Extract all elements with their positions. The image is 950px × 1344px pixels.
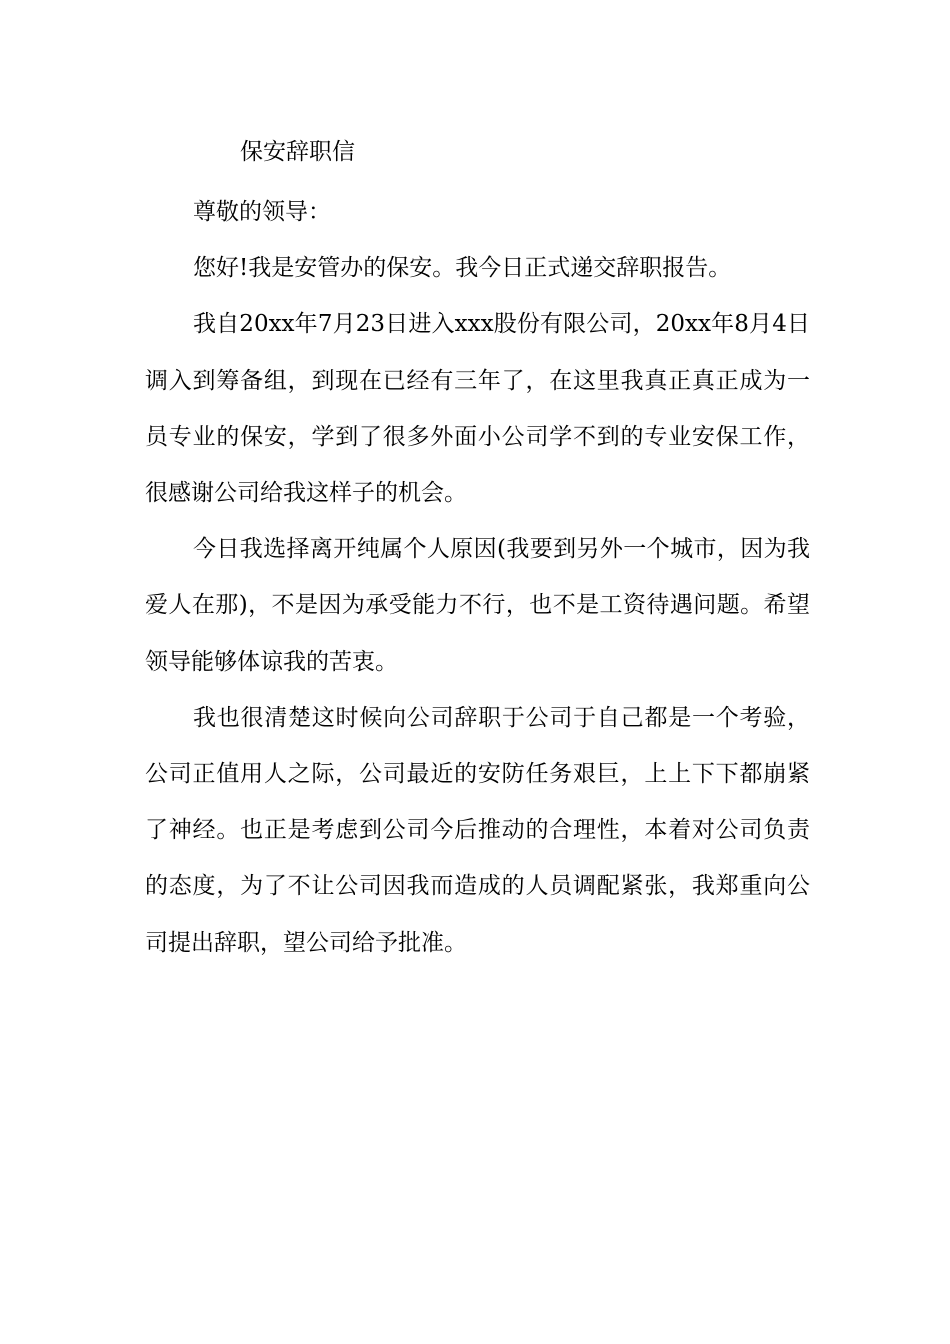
paragraph-greeting: 您好!我是安管办的保安。我今日正式递交辞职报告。	[193, 255, 732, 282]
paragraph-reason: 今日我选择离开纯属个人原因(我要到另外一个城市，因为我爱人在那)，不是因为承受能力不行，也不是工资待遇问题。希望领导能够体谅我的苦衷。	[145, 536, 810, 675]
paragraph-background: 我自20xx年7月23日进入xxx股份有限公司，20xx年8月4日调入到筹备组，到现在已经有三年了，在这里我真正真正成为一员专业的保安，学到了很多外面小公司学不到的专业安保工作，很感谢公司给我这样子的机会。	[145, 311, 810, 507]
document-title: 保安辞职信	[240, 139, 355, 165]
salutation: 尊敬的领导：	[193, 199, 331, 225]
paragraph-request: 我也很清楚这时候向公司辞职于公司于自己都是一个考验，公司正值用人之际，公司最近的安防任务艰巨，上上下下都崩紧了神经。也正是考虑到公司今后推动的合理性，本着对公司负责的态度，为了不让公司因我而造成的人员调配紧张，我郑重向公司提出辞职，望公司给予批准。	[145, 704, 810, 956]
letter-body	[145, 184, 810, 971]
